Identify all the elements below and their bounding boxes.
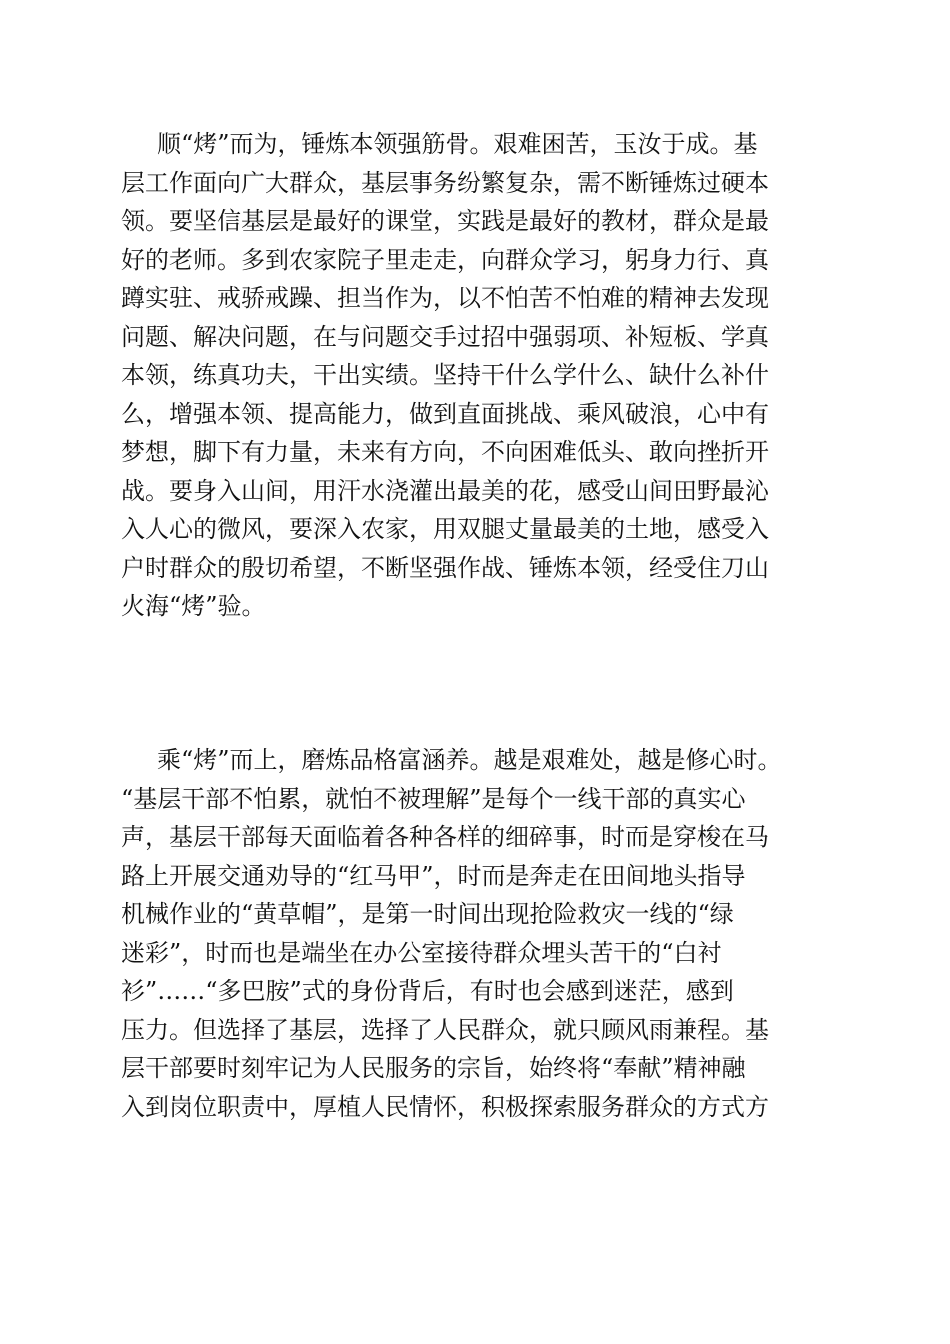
text-line: 压力。但选择了基层，选择了人民群众，就只顾风雨兼程。基 [121,1015,769,1044]
text-line: 机械作业的“黄草帽”，是第一时间出现抢险救灾一线的“绿 [121,900,734,928]
text-line: 么，增强本领、提高能力，做到直面挑战、乘风破浪，心中有 [121,399,769,428]
text-line: 迷彩”，时而也是端坐在办公室接待群众埋头苦干的“白衬 [121,938,722,967]
text-line: 层工作面向广大群众，基层事务纷繁复杂，需不断锤炼过硬本 [121,168,769,197]
text-line: 好的老师。多到农家院子里走走，向群众学习，躬身力行、真 [121,245,769,274]
text-line: 领。要坚信基层是最好的课堂，实践是最好的教材，群众是最 [121,207,769,235]
text-line: 顺“烤”而为，锤炼本领强筋骨。艰难困苦，玉汝于成。基 [157,130,758,158]
text-line: 本领，练真功夫，干出实绩。坚持干什么学什么、缺什么补什 [121,361,769,389]
text-line: 乘“烤”而上，磨炼品格富涵养。越是艰难处，越是修心时。 [157,746,782,774]
text-line: 声，基层干部每天面临着各种各样的细碎事，时而是穿梭在马 [121,823,769,851]
text-line: 入到岗位职责中，厚植人民情怀，积极探索服务群众的方式方 [121,1092,769,1121]
text-line: 户时群众的殷切希望，不断坚强作战、锤炼本领，经受住刀山 [121,553,769,582]
paragraph-temper-skills [121,125,833,626]
text-line: 路上开展交通劝导的“红马甲”，时而是奔走在田间地头指导 [121,861,746,890]
paragraph-cultivate-character [121,741,833,1126]
text-line: “基层干部不怕累，就怕不被理解”是每个一线干部的真实心 [121,784,746,813]
text-line: 火海“烤”验。 [121,592,266,620]
text-line: 入人心的微风，要深入农家，用双腿丈量最美的土地，感受入 [121,515,769,543]
text-line: 战。要身入山间，用汗水浇灌出最美的花，感受山间田野最沁 [121,476,769,505]
text-line: 蹲实驻、戒骄戒躁、担当作为，以不怕苦不怕难的精神去发现 [121,284,769,312]
text-line: 衫”……“多巴胺”式的身份背后，有时也会感到迷茫，感到 [121,977,734,1005]
text-line: 梦想，脚下有力量，未来有方向，不向困难低头、敢向挫折开 [121,438,769,466]
text-line: 问题、解决问题，在与问题交手过招中强弱项、补短板、学真 [121,322,769,351]
text-line: 层干部要时刻牢记为人民服务的宗旨，始终将“奉献”精神融 [121,1054,746,1082]
